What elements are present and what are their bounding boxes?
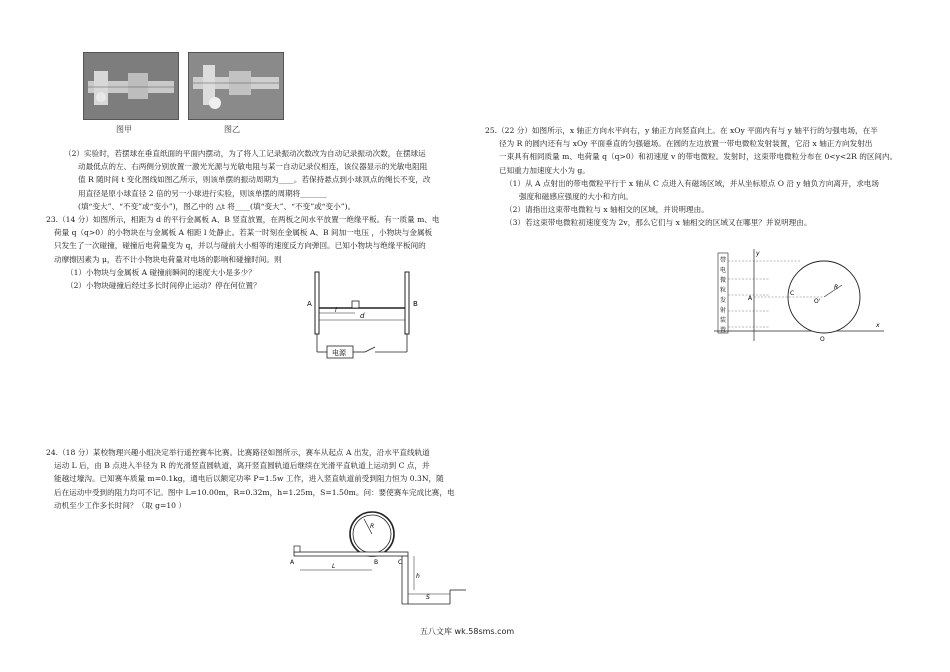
q25-label-o: O bbox=[820, 336, 825, 343]
text-line: 动摩擦因素为 μ，若不计小物块电荷量对电场的影响和碰撞时间。则 bbox=[54, 254, 282, 264]
text-line: 能越过壕沟。已知赛车质量 m=0.1kg，通电后以额定功率 P=1.5w 工作，进入竖直轨道前受到阻力恒为 0.3N，随 bbox=[54, 474, 444, 484]
q25-figure bbox=[710, 245, 890, 357]
q23-label-a: A bbox=[307, 300, 312, 308]
q24-label-a: A bbox=[290, 559, 295, 566]
caption-b: 图乙 bbox=[224, 125, 240, 134]
text-line: （2）实验时，若摆球在垂直纸面的平面内摆动，为了将人工记录振动次数改为自动记录振动次数，在摆球运 bbox=[64, 149, 426, 158]
q23-power-label: 电源 bbox=[332, 349, 346, 357]
q25-text bbox=[485, 124, 897, 230]
caliper-photo-a bbox=[83, 52, 179, 120]
q24-label-l: L bbox=[332, 563, 336, 570]
q23-figure bbox=[305, 268, 425, 360]
emitter-char: 发 bbox=[720, 297, 727, 304]
caliper-photo-b-graphic bbox=[189, 53, 283, 119]
text-line: 动机至少工作多长时间？（取 g=10 ） bbox=[54, 500, 187, 510]
text-line: 23.（14 分）如图所示，相距为 d 的平行金属板 A、B 竖直放置，在两板之间水平放置一绝缘平板。有一质量 m、电 bbox=[46, 215, 440, 224]
q24-label-h: h bbox=[416, 573, 420, 580]
caliper-photo-b bbox=[188, 52, 284, 120]
text-line: 运动 L 后，由 B 点进入半径为 R 的光滑竖直圆轨道，离开竖直圆轨道后继续在光滑平直轨道上运动到 C 点，并 bbox=[54, 461, 430, 471]
text-line: （1）从 A 点射出的带电微粒平行于 x 轴从 C 点进入有磁场区域，并从坐标原点 O 沿 y 轴负方向离开，求电场 bbox=[505, 178, 879, 188]
q25-label-c: C bbox=[790, 290, 795, 297]
q22-part2-text bbox=[64, 147, 431, 213]
text-line: 荷量 q（q>0）的小物块在与金属板 A 相距 l 处静止。若某一时刻在金属板 A、B 间加一电压 ，小物块与金属板 bbox=[54, 228, 433, 238]
footer-watermark: 五八文库 wk.58sms.com bbox=[420, 627, 515, 636]
text-line: 强度和磁感应强度的大小和方向。 bbox=[519, 192, 633, 202]
emitter-char: 装 bbox=[720, 317, 727, 324]
text-line: （2）小物块碰撞后经过多长时间停止运动？停在何位置？ bbox=[66, 281, 261, 291]
text-line: （1）小物块与金属板 A 碰撞前瞬间的速度大小是多少？ bbox=[66, 267, 256, 277]
emitter-char: 带 bbox=[720, 257, 727, 264]
emitter-char: 射 bbox=[720, 307, 727, 314]
q25-label-y: y bbox=[756, 250, 760, 257]
emitter-char: 粒 bbox=[720, 287, 727, 294]
q25-label-o-prime: O' bbox=[814, 298, 821, 305]
text-line: 径为 R 的圆内还有与 xOy 平面垂直的匀强磁场。在圆的左边放置一带电微粒发射装置，它沿 x 轴正方向发射出 bbox=[499, 139, 873, 149]
q24-label-r: R bbox=[370, 523, 375, 530]
q23-label-l: l bbox=[335, 307, 337, 314]
text-line: 动最低点的左、右两侧分别放置一激光光源与光敏电阻与某一自动记录仪相连，该仪器显示的光敏电阻阻 bbox=[78, 162, 428, 172]
q23-label-b: B bbox=[413, 300, 418, 308]
q24-label-b: B bbox=[374, 559, 379, 566]
q24-label-s: S bbox=[426, 594, 430, 601]
text-line: 用直径是原小球直径 2 倍的另一小球进行实验，则该单摆的周期将_______ bbox=[78, 188, 327, 198]
caption-a: 图甲 bbox=[116, 125, 132, 134]
text-line: (填“变大”、“不变”或“变小”)，图乙中的 △t 将____(填“变大”、“不变”或“变小”)。 bbox=[78, 201, 356, 211]
q23-label-d: d bbox=[360, 312, 365, 320]
q25-label-r: R bbox=[834, 284, 839, 291]
text-line: （3）若这束带电微粒初速度变为 2v，那么它们与 x 轴相交的区域又在哪里？并说明理由。 bbox=[505, 218, 812, 228]
q24-label-c: C bbox=[398, 559, 403, 566]
q24-figure bbox=[290, 508, 470, 608]
q25-label-x: x bbox=[876, 322, 880, 329]
text-line: （2）请指出这束带电微粒与 x 轴相交的区域，并说明理由。 bbox=[505, 205, 709, 215]
q24-text bbox=[46, 446, 455, 512]
text-line: 值 R 随时间 t 变化图线如图乙所示，则该单摆的振动周期为____。若保持悬点到小球顶点的绳长不变，改 bbox=[78, 175, 431, 185]
emitter-char: 置 bbox=[720, 327, 727, 334]
caliper-photo-a-graphic bbox=[84, 53, 178, 119]
text-line: 25.（22 分）如图所示，x 轴正方向水平向右，y 轴正方向竖直向上。在 xOy 平面内有与 y 轴平行的匀强电场，在半 bbox=[485, 126, 878, 135]
q25-label-a: A bbox=[748, 295, 753, 302]
emitter-char: 微 bbox=[720, 277, 727, 284]
text-line: 只发生了一次碰撞，碰撞后电荷量变为 q，并以与碰前大小相等的速度反方向弹回。已知小物块与绝缘平板间的 bbox=[54, 241, 426, 251]
emitter-char: 电 bbox=[720, 267, 727, 274]
text-line: 一束具有相同质量 m、电荷量 q（q>0）和初速度 v 的带电微粒。发射时，这束带电微粒分布在 0<y<2R 的区间内。 bbox=[499, 152, 898, 162]
text-line: 24.（18 分）某校物理兴趣小组决定举行遥控赛车比赛。比赛路径如图所示，赛车从起点 A 出发，沿水平直线轨道 bbox=[46, 448, 430, 457]
text-line: 已知重力加速度大小为 g。 bbox=[499, 165, 590, 175]
text-line: 后在运动中受到的阻力均可不记。图中 L=10.00m，R=0.32m，h=1.25m，S=1.50m。问：要使赛车完成比赛，电 bbox=[54, 487, 455, 497]
